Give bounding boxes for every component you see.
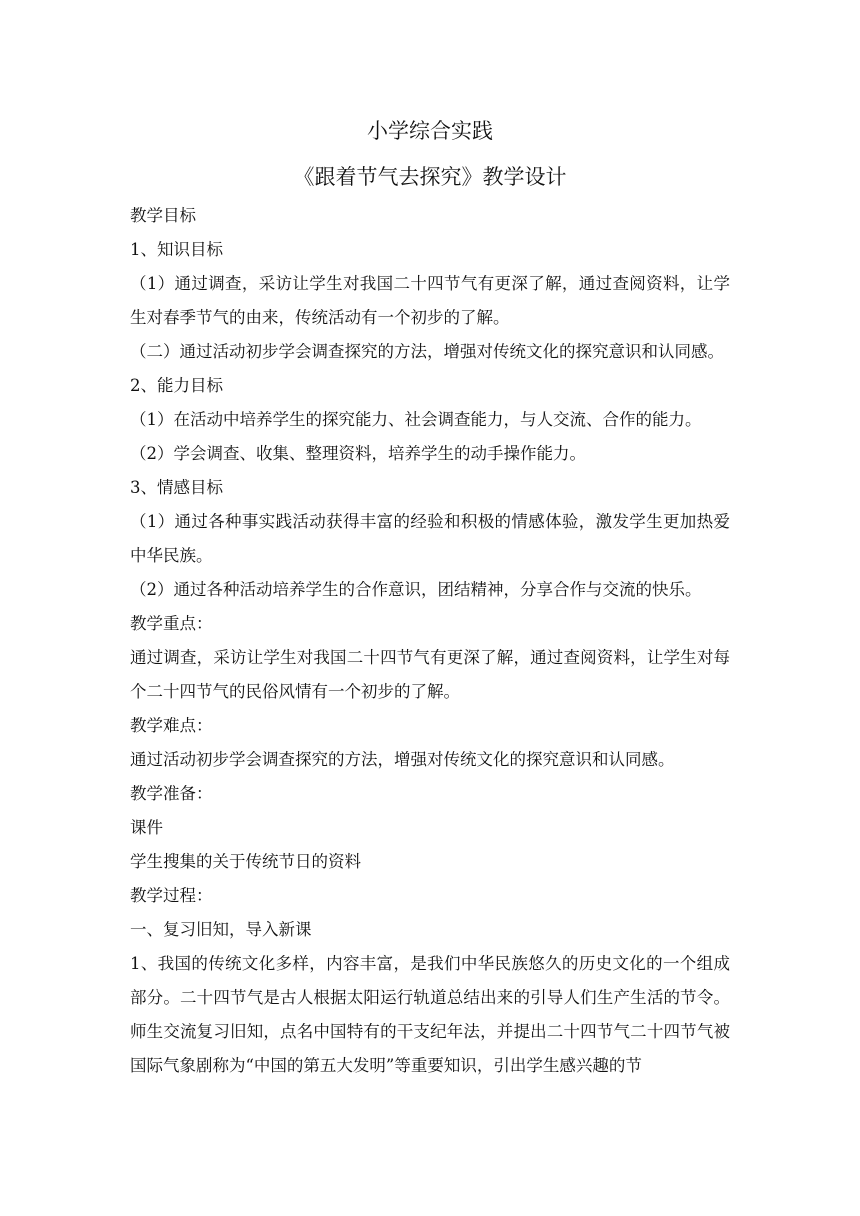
paragraph-preparation-materials: 学生搜集的关于传统节日的资料 xyxy=(130,852,361,871)
paragraph-knowledge-goal-2: （二）通过活动初步学会调查探究的方法，增强对传统文化的探究意识和认同感。 xyxy=(130,342,724,361)
paragraph-emotion-goal-2: （2）通过各种活动培养学生的合作意识，团结精神，分享合作与交流的快乐。 xyxy=(130,580,702,599)
subheading-emotion-goals: 3、情感目标 xyxy=(130,478,223,497)
paragraph-difficulties: 通过活动初步学会调查探究的方法，增强对传统文化的探究意识和认同感。 xyxy=(130,750,675,769)
document-body xyxy=(130,113,730,1083)
subheading-review-intro: 一、复习旧知，导入新课 xyxy=(130,920,312,939)
section-heading-difficulties: 教学难点： xyxy=(130,716,213,735)
paragraph-review-1: 1、我国的传统文化多样，内容丰富，是我们中华民族悠久的历史文化的一个组成部分。二十四节气是古人根据太阳运行轨道总结出来的引导人们生产生活的节令。师生交流复习旧知，点名中国特有的干支纪年法，并提出二十四节气二十四节气被国际气象剧称为“中国的第五大发明”等重要知识，引出学生感兴趣的节 xyxy=(130,954,730,1075)
subheading-ability-goals: 2、能力目标 xyxy=(130,376,223,395)
paragraph-key-points: 通过调查，采访让学生对我国二十四节气有更深了解，通过查阅资料，让学生对每个二十四节气的民俗风情有一个初步的了解。 xyxy=(130,648,730,701)
document-subtitle: 《跟着节气去探究》教学设计 xyxy=(293,165,567,189)
document-title: 小学综合实践 xyxy=(367,119,493,143)
paragraph-emotion-goal-1: （1）通过各种事实践活动获得丰富的经验和积极的情感体验，激发学生更加热爱中华民族。 xyxy=(130,512,730,565)
section-heading-key-points: 教学重点： xyxy=(130,614,213,633)
subheading-knowledge-goals: 1、知识目标 xyxy=(130,240,223,259)
paragraph-knowledge-goal-1: （1）通过调查，采访让学生对我国二十四节气有更深了解，通过查阅资料，让学生对春季节气的由来，传统活动有一个初步的了解。 xyxy=(130,274,730,327)
section-heading-process: 教学过程： xyxy=(130,886,213,905)
paragraph-ability-goal-2: （2）学会调查、收集、整理资料，培养学生的动手操作能力。 xyxy=(130,444,586,463)
paragraph-ability-goal-1: （1）在活动中培养学生的探究能力、社会调查能力，与人交流、合作的能力。 xyxy=(130,410,702,429)
section-heading-teaching-goals: 教学目标 xyxy=(130,206,196,225)
paragraph-preparation-courseware: 课件 xyxy=(130,818,163,837)
section-heading-preparation: 教学准备： xyxy=(130,784,213,803)
